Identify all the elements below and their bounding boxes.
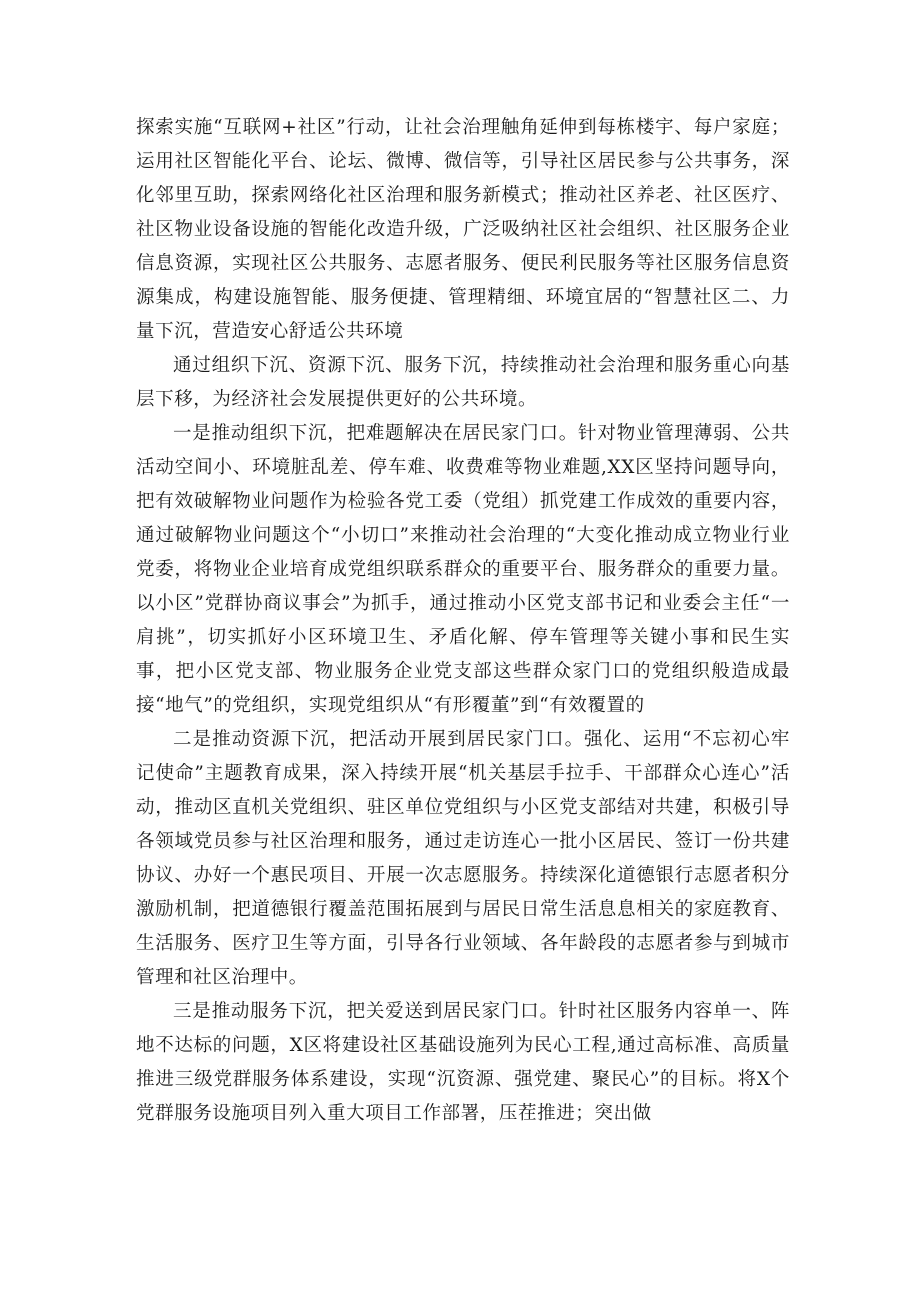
paragraph-organization-sinking: 一是推动组织下沉，把难题解决在居民家门口。针对物业管理薄弱、公共活动空间小、环境脏乱差、停车难、收费难等物业难题,XX区坚持问题导向，把有效破解物业问题作为检验各党工委（党组）抓党建工作成效的重要内容，通过破解物业问题这个“小切口”来推动社会治理的“大变化推动成立物业行业党委，将物业企业培育成党组织联系群众的重要平台、服务群众的重要力量。以小区”党群协商议事会”为抓手，通过推动小区党支部书记和业委会主任“一肩挑”，切实抓好小区环境卫生、矛盾化解、停车管理等关键小事和民生实事，把小区党支部、物业服务企业党支部这些群众家门口的党组织般造成最接“地气”的党组织，实现党组织从“有形覆董”到“有效覆置的 [136,423,790,716]
paragraph-resource-sinking: 二是推动资源下沉，把活动开展到居民家门口。强化、运用“不忘初心牢记使命”主题教育成果，深入持续开展“机关基层手拉手、干部群众心连心”活动，推动区直机关党组织、驻区单位党组织与小区党支部结对共建，积极引导各领域党员参与社区治理和服务，通过走访连心一批小区居民、签订一份共建协议、办好一个惠民项目、开展一次志愿服务。持续深化道德银行志愿者积分激励机制，把道德银行覆盖范围拓展到与居民日常生活息息相关的家庭教育、生活服务、医疗卫生等方面，引导各行业领域、各年龄段的志愿者参与到城市管理和社区治理中。 [136,729,790,988]
document-body [136,111,790,1131]
paragraph-smart-community: 探索实施“互联网+社区”行动，让社会治理触角延伸到每栋楼宇、每户家庭；运用社区智能化平台、论坛、微博、微信等，引导社区居民参与公共事务，深化邻里互助，探索网络化社区治理和服务新模式；推动社区养老、社区医疗、社区物业设备设施的智能化改造升级，广泛吸纳社区社会组织、社区服务企业信息资源，实现社区公共服务、志愿者服务、便民利民服务等社区服务信息资源集成，构建设施智能、服务便捷、管理精细、环境宜居的“智慧社区二、力量下沉，营造安心舒适公共环境 [136,117,790,342]
paragraph-power-sinking-intro: 通过组织下沉、资源下沉、服务下沉，持续推动社会治理和服务重心向基层下移，为经济社会发展提供更好的公共环境。 [136,355,790,410]
paragraph-service-sinking: 三是推动服务下沉，把关爱送到居民家门口。针时社区服务内容单一、阵地不达标的问题，X区将建设社区基础设施列为民心工程,通过高标准、高质量推进三级党群服务体系建设，实现“沉资源、强党建、聚民心”的目标。将X个党群服务设施项目列入重大项目工作部署，压茬推进；突出做 [136,1001,790,1124]
